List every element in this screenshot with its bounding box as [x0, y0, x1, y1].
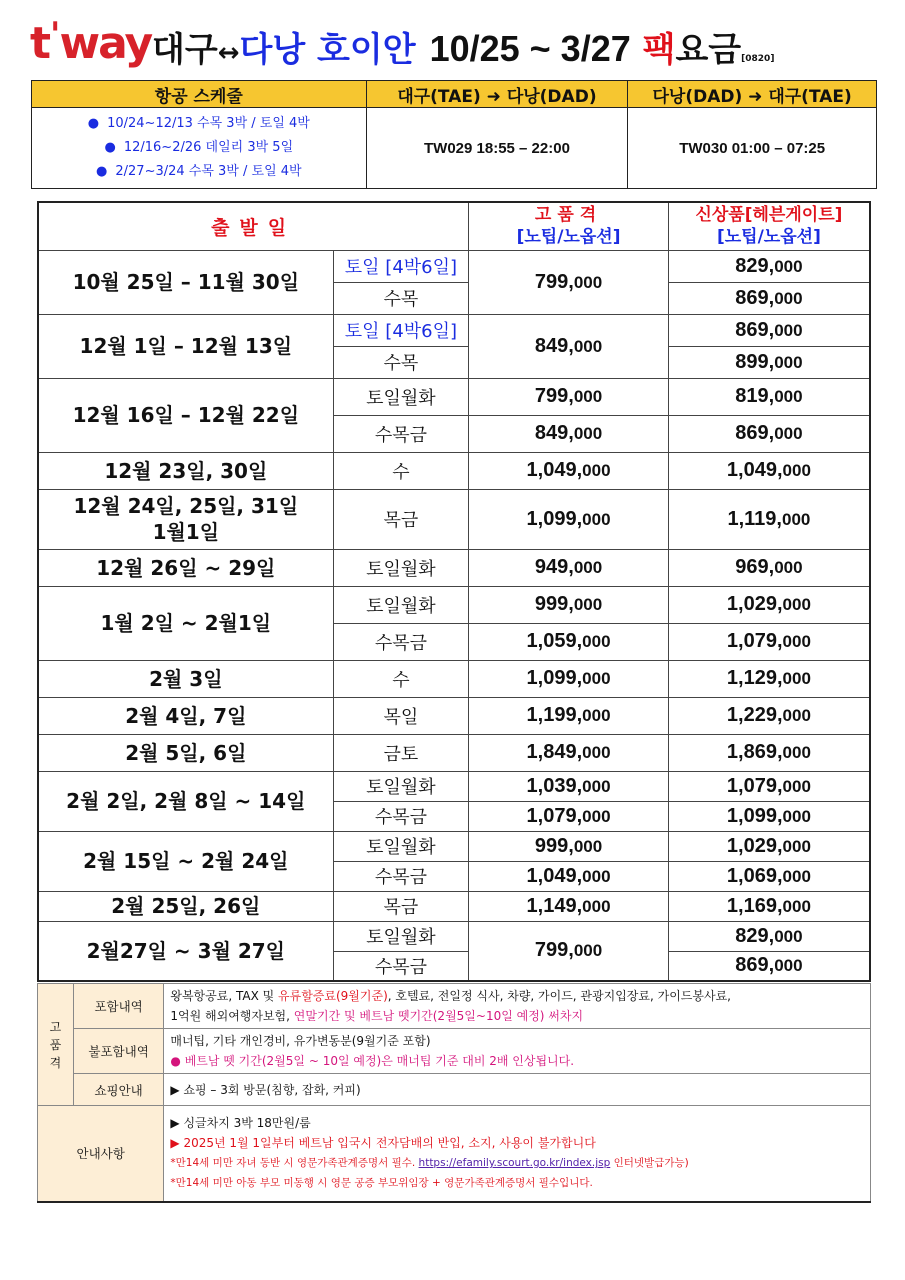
- departure-date: 2월 2일, 2월 8일 ~ 14일: [38, 771, 333, 831]
- new-product-price: 869,000: [668, 951, 870, 981]
- excluded-label: 불포함내역: [73, 1029, 164, 1074]
- weekday: 토일월화: [333, 921, 469, 951]
- departure-date: 12월 16일 – 12월 22일: [38, 378, 333, 452]
- weekday: 토일월화: [333, 771, 469, 801]
- bullet-icon: ●: [87, 116, 100, 131]
- premium-price: 1,099,000: [469, 489, 669, 549]
- new-product-price: 899,000: [668, 346, 870, 378]
- notes-table: [37, 983, 871, 1203]
- new-product-price: 1,869,000: [668, 734, 870, 771]
- triangle-icon: ▶: [170, 1116, 180, 1131]
- weekday: 수목: [333, 282, 469, 314]
- weekday: 토일월화: [333, 378, 469, 415]
- departure-date: 2월 5일, 6일: [38, 734, 333, 771]
- price-row: [38, 250, 870, 282]
- premium-price: 1,079,000: [469, 801, 669, 831]
- logo-word-way: way: [59, 18, 152, 69]
- included-label: 포함내역: [73, 984, 164, 1029]
- premium-header: 고품격 [노팁/노옵션]: [469, 202, 669, 250]
- departure-date: 2월 3일: [38, 660, 333, 697]
- premium-price: 799,000: [469, 378, 669, 415]
- price-row: [38, 452, 870, 489]
- premium-price: 949,000: [469, 549, 669, 586]
- logo-apostrophe: ': [50, 15, 59, 55]
- bullet-icon: ●: [170, 1054, 181, 1068]
- weekday: 목금: [333, 891, 469, 921]
- departure-date: 2월27일 ~ 3월 27일: [38, 921, 333, 981]
- weekday: 토일월화: [333, 831, 469, 861]
- new-product-price: 969,000: [668, 549, 870, 586]
- efamily-link[interactable]: https://efamily.scourt.go.kr/index.jsp: [418, 1157, 611, 1170]
- departure-date: 12월 23일, 30일: [38, 452, 333, 489]
- departure-date: 2월 4일, 7일: [38, 697, 333, 734]
- new-product-price: 1,229,000: [668, 697, 870, 734]
- price-row: [38, 891, 870, 921]
- title-destination: 다낭 호이안: [239, 30, 416, 70]
- weekday: 수목금: [333, 415, 469, 452]
- price-table: [37, 201, 871, 982]
- price-row: [38, 734, 870, 771]
- new-product-price: 1,169,000: [668, 891, 870, 921]
- new-product-price: 869,000: [668, 314, 870, 346]
- departure-date: 10월 25일 – 11월 30일: [38, 250, 333, 314]
- new-product-price: 1,079,000: [668, 623, 870, 660]
- new-product-price: 1,069,000: [668, 861, 870, 891]
- guide-text: ▶ 싱글차지 3박 18만원/룸 ▶ 2025년 1월 1일부터 베트남 입국시 전자담배의 반입, 소지, 사용이 불가합니다 *만14세 미만 자녀 동반 시 영문가족관계증명서 필수. https://efamily.scourt.go.kr/index.jsp 인터넷발급가능) *만14세 미만 아동 부모 미동행 시 영문 공증 부모위임장 + 영문가족관계증명서 필수입니다.: [164, 1106, 871, 1202]
- triangle-icon: ▶: [170, 1136, 180, 1151]
- schedule-line: ● 12/16~2/26 데일리 3박 5일: [104, 140, 294, 155]
- weekday: 수목금: [333, 861, 469, 891]
- weekday: 금토: [333, 734, 469, 771]
- premium-price: 1,039,000: [469, 771, 669, 801]
- page-header: [30, 8, 880, 78]
- premium-price: 849,000: [469, 415, 669, 452]
- included-text: 왕복항공료, TAX 및 유류할증료(9월기준), 호텔료, 전일정 식사, 차량, 가이드, 관광지입장료, 가이드봉사료, 1억원 해외여행자보험, 연말기간 및 베트남 뗏기간(2월5일~10일 예정) 써차지: [164, 984, 871, 1029]
- departure-date: 1월 2일 ~ 2월1일: [38, 586, 333, 660]
- premium-price: 999,000: [469, 586, 669, 623]
- title-pack: 팩: [642, 30, 676, 70]
- title-code: [0820]: [741, 54, 775, 64]
- new-product-price: 829,000: [668, 250, 870, 282]
- price-row: [38, 831, 870, 861]
- new-product-price: 1,029,000: [668, 831, 870, 861]
- weekday: 토일 [4박6일]: [333, 314, 469, 346]
- price-row: [38, 586, 870, 623]
- title-rate: 요금: [675, 30, 742, 70]
- flight-schedule-table: [31, 80, 877, 189]
- bullet-icon: ●: [96, 164, 108, 179]
- weekday: 목일: [333, 697, 469, 734]
- triangle-icon: ▶: [170, 1082, 180, 1097]
- new-product-price: 1,119,000: [668, 489, 870, 549]
- departure-date: 12월 1일 – 12월 13일: [38, 314, 333, 378]
- bullet-icon: ●: [104, 140, 116, 155]
- premium-price: 799,000: [469, 921, 669, 981]
- premium-price: 799,000: [469, 250, 669, 314]
- return-flight: TW030 01:00 – 07:25: [628, 108, 877, 189]
- weekday: 수목금: [333, 623, 469, 660]
- price-row: [38, 771, 870, 801]
- guide-label: 안내사항: [38, 1106, 164, 1202]
- premium-price: 1,849,000: [469, 734, 669, 771]
- price-row: [38, 660, 870, 697]
- schedule-line: ● 10/24~12/13 수목 3박 / 토일 4박: [87, 116, 310, 131]
- weekday: 토일월화: [333, 586, 469, 623]
- outbound-header: 대구(TAE) ➜ 다낭(DAD): [366, 81, 628, 108]
- weekday: 수목: [333, 346, 469, 378]
- premium-price: 1,199,000: [469, 697, 669, 734]
- tway-logo: [30, 15, 152, 69]
- weekday: 토일 [4박6일]: [333, 250, 469, 282]
- new-product-price: 1,029,000: [668, 586, 870, 623]
- departure-date: 12월 24일, 25일, 31일 1월1일: [38, 489, 333, 549]
- departure-date: 2월 25일, 26일: [38, 891, 333, 921]
- premium-price: 1,049,000: [469, 452, 669, 489]
- departure-date-header: 출발일: [38, 202, 469, 250]
- logo-letter-t: t: [30, 18, 50, 69]
- departure-date: 2월 15일 ~ 2월 24일: [38, 831, 333, 891]
- new-product-price: 1,099,000: [668, 801, 870, 831]
- departure-date: 12월 26일 ~ 29일: [38, 549, 333, 586]
- price-row: [38, 921, 870, 951]
- price-row: [38, 378, 870, 415]
- shopping-label: 쇼핑안내: [73, 1074, 164, 1106]
- schedule-header: 항공 스케줄: [32, 81, 367, 108]
- page-title: [152, 22, 774, 71]
- schedule-lines: [32, 108, 367, 189]
- title-date-range: 10/25 ~ 3/27: [429, 28, 631, 69]
- premium-price: 849,000: [469, 314, 669, 378]
- weekday: 목금: [333, 489, 469, 549]
- new-product-price: 819,000: [668, 378, 870, 415]
- premium-price: 1,049,000: [469, 861, 669, 891]
- premium-price: 999,000: [469, 831, 669, 861]
- new-product-price: 829,000: [668, 921, 870, 951]
- new-product-price: 869,000: [668, 282, 870, 314]
- weekday: 수목금: [333, 801, 469, 831]
- premium-side-label: 고 품 격: [38, 984, 74, 1106]
- new-product-price: 869,000: [668, 415, 870, 452]
- weekday: 수목금: [333, 951, 469, 981]
- outbound-flight: TW029 18:55 – 22:00: [366, 108, 628, 189]
- premium-price: 1,149,000: [469, 891, 669, 921]
- new-product-header: 신상품[헤븐게이트] [노팁/노옵션]: [668, 202, 870, 250]
- title-origin-city: 대구: [152, 30, 218, 70]
- schedule-line: ● 2/27~3/24 수목 3박 / 토일 4박: [96, 164, 302, 179]
- premium-price: 1,099,000: [469, 660, 669, 697]
- excluded-text: 매너팁, 기타 개인경비, 유가변동분(9월기준 포함) ● 베트남 뗏 기간(2월5일 ~ 10일 예정)은 매너팁 기준 대비 2배 인상됩니다.: [164, 1029, 871, 1074]
- price-row: [38, 314, 870, 346]
- premium-price: 1,059,000: [469, 623, 669, 660]
- price-row: [38, 697, 870, 734]
- title-arrow-icon: ↔: [217, 38, 240, 68]
- weekday: 토일월화: [333, 549, 469, 586]
- weekday: 수: [333, 452, 469, 489]
- new-product-price: 1,129,000: [668, 660, 870, 697]
- price-row: [38, 489, 870, 549]
- weekday: 수: [333, 660, 469, 697]
- return-header: 다낭(DAD) ➜ 대구(TAE): [628, 81, 877, 108]
- shopping-text: ▶ 쇼핑 – 3회 방문(침향, 잡화, 커피): [164, 1074, 871, 1106]
- price-row: [38, 549, 870, 586]
- new-product-price: 1,049,000: [668, 452, 870, 489]
- new-product-price: 1,079,000: [668, 771, 870, 801]
